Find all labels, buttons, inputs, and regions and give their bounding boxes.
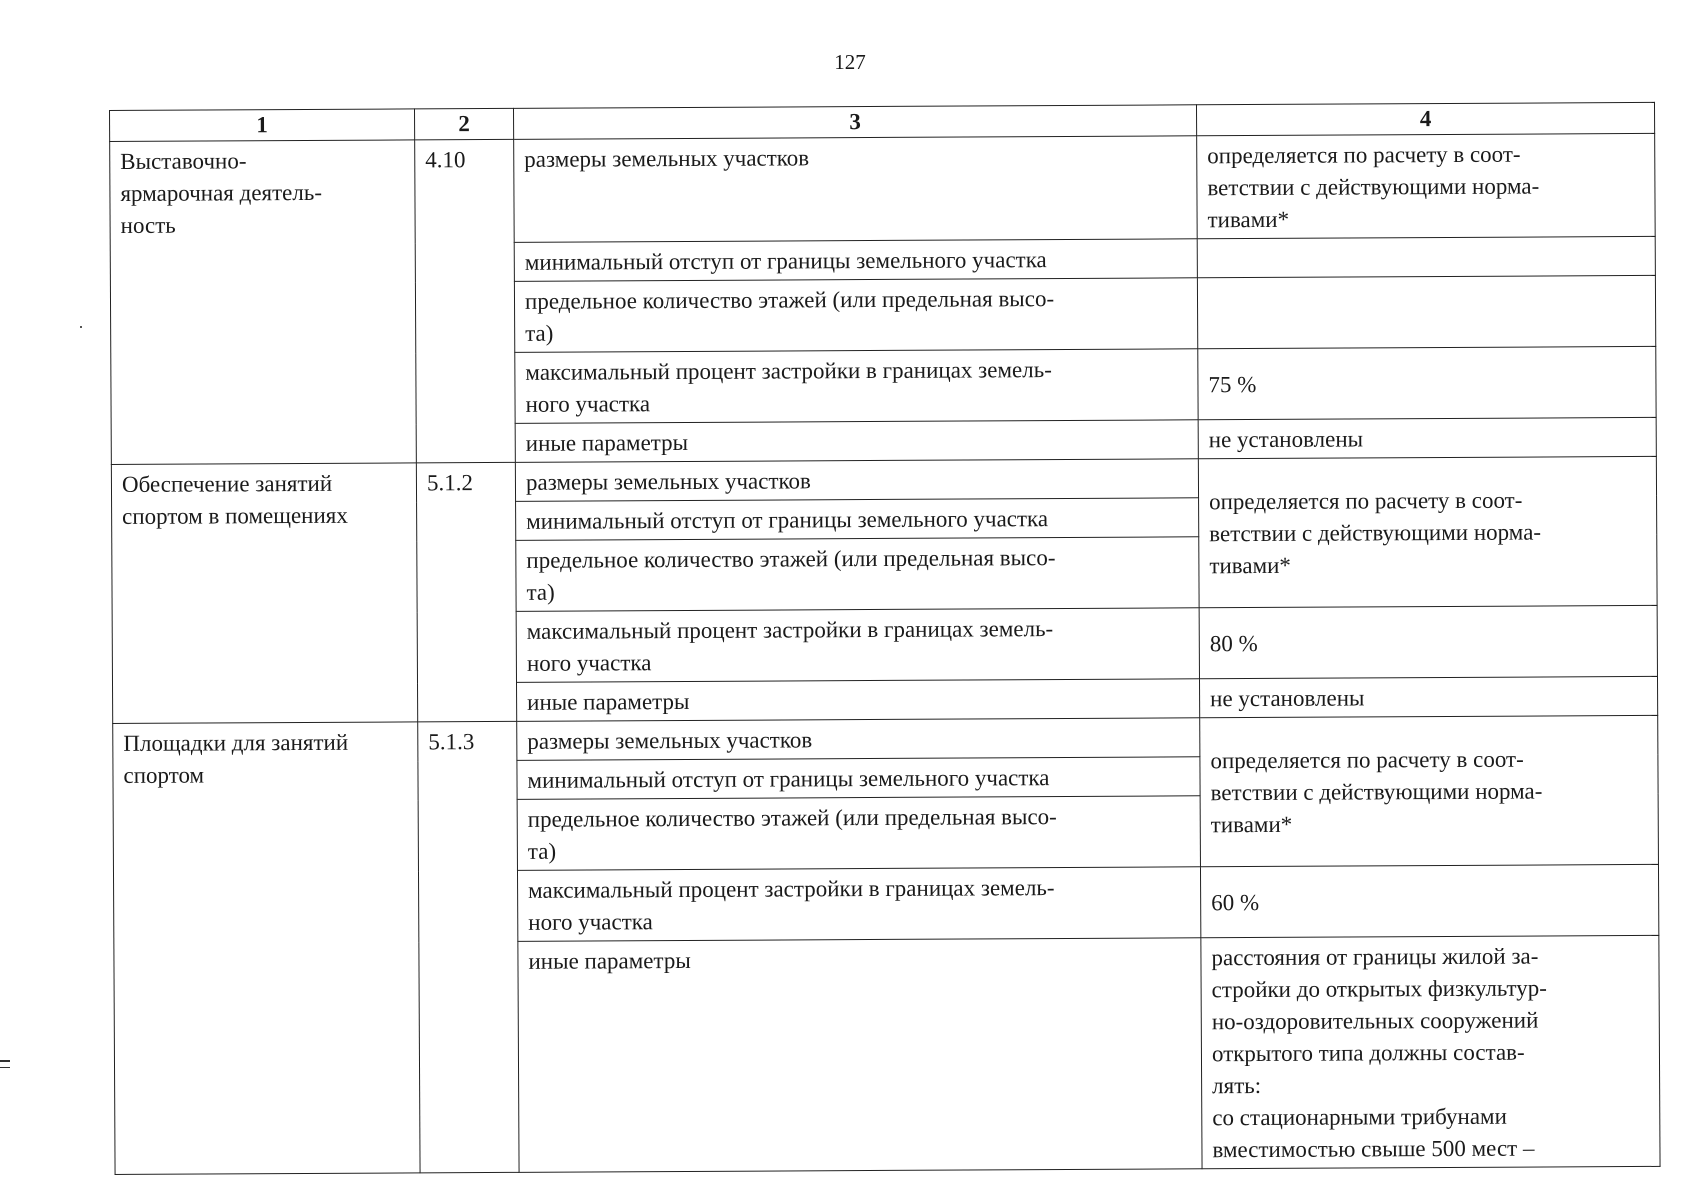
page-number: 127: [834, 50, 866, 74]
use-code-cell: 5.1.3: [418, 721, 519, 1173]
value-cell: определяется по расчету в соот- ветствии с действующими норма- тивами*: [1200, 715, 1659, 866]
param-cell: максимальный процент застройки в границах земель- ного участка: [515, 349, 1198, 424]
value-cell: определяется по расчету в соот- ветствии с действующими норма- тивами*: [1198, 456, 1657, 607]
use-code-cell: 5.1.2: [416, 462, 516, 722]
value-cell: не установлены: [1198, 417, 1656, 458]
param-cell: размеры земельных участков: [517, 718, 1200, 761]
param-cell: предельное количество этажей (или предельная высо- та): [514, 278, 1197, 353]
param-cell: минимальный отступ от границы земельного участка: [516, 498, 1199, 541]
value-cell: [1197, 275, 1655, 348]
param-cell: предельное количество этажей (или предельная высо- та): [516, 537, 1199, 612]
value-cell: 80 %: [1199, 605, 1657, 678]
scan-speck: [80, 326, 82, 328]
value-cell: расстояния от границы жилой за- стройки до открытых физкультур- но-оздоровительных сооружений открытого типа должны состав- лять: со стационарными трибунами вместимостью свыше 500 мест –: [1201, 935, 1660, 1168]
param-cell: иные параметры: [518, 938, 1202, 1173]
param-cell: размеры земельных участков: [514, 136, 1198, 243]
param-cell: минимальный отступ от границы земельного участка: [517, 757, 1200, 800]
param-cell: максимальный процент застройки в границах земель- ного участка: [516, 608, 1199, 683]
use-code-cell: 4.10: [415, 139, 516, 463]
value-cell: не установлены: [1199, 676, 1657, 717]
header-cell-2: 2: [414, 108, 513, 140]
regulations-table: [109, 102, 1661, 1175]
header-cell-4: 4: [1196, 102, 1654, 135]
param-cell: минимальный отступ от границы земельного участка: [514, 239, 1197, 282]
table-row: [111, 456, 1656, 503]
value-cell: определяется по расчету в соот- ветствии с действующими норма- тивами*: [1197, 133, 1656, 238]
use-name-cell: Площадки для занятий спортом: [113, 722, 420, 1175]
param-cell: предельное количество этажей (или предельная высо- та): [517, 796, 1200, 871]
header-cell-1: 1: [110, 109, 415, 142]
param-cell: иные параметры: [515, 420, 1198, 463]
value-cell: 60 %: [1200, 864, 1658, 937]
param-cell: максимальный процент застройки в границах земель- ного участка: [517, 867, 1200, 942]
param-cell: размеры земельных участков: [515, 459, 1198, 502]
value-cell: 75 %: [1198, 346, 1656, 419]
table-row: [113, 715, 1658, 762]
header-cell-3: 3: [513, 105, 1196, 140]
value-cell: [1197, 236, 1655, 277]
use-name-cell: Обеспечение занятий спортом в помещениях: [111, 463, 417, 724]
param-cell: иные параметры: [517, 679, 1200, 722]
scan-edge-mark: [0, 1060, 10, 1073]
table-row: [110, 133, 1656, 244]
use-name-cell: Выставочно- ярмарочная деятель- ность: [110, 140, 417, 465]
